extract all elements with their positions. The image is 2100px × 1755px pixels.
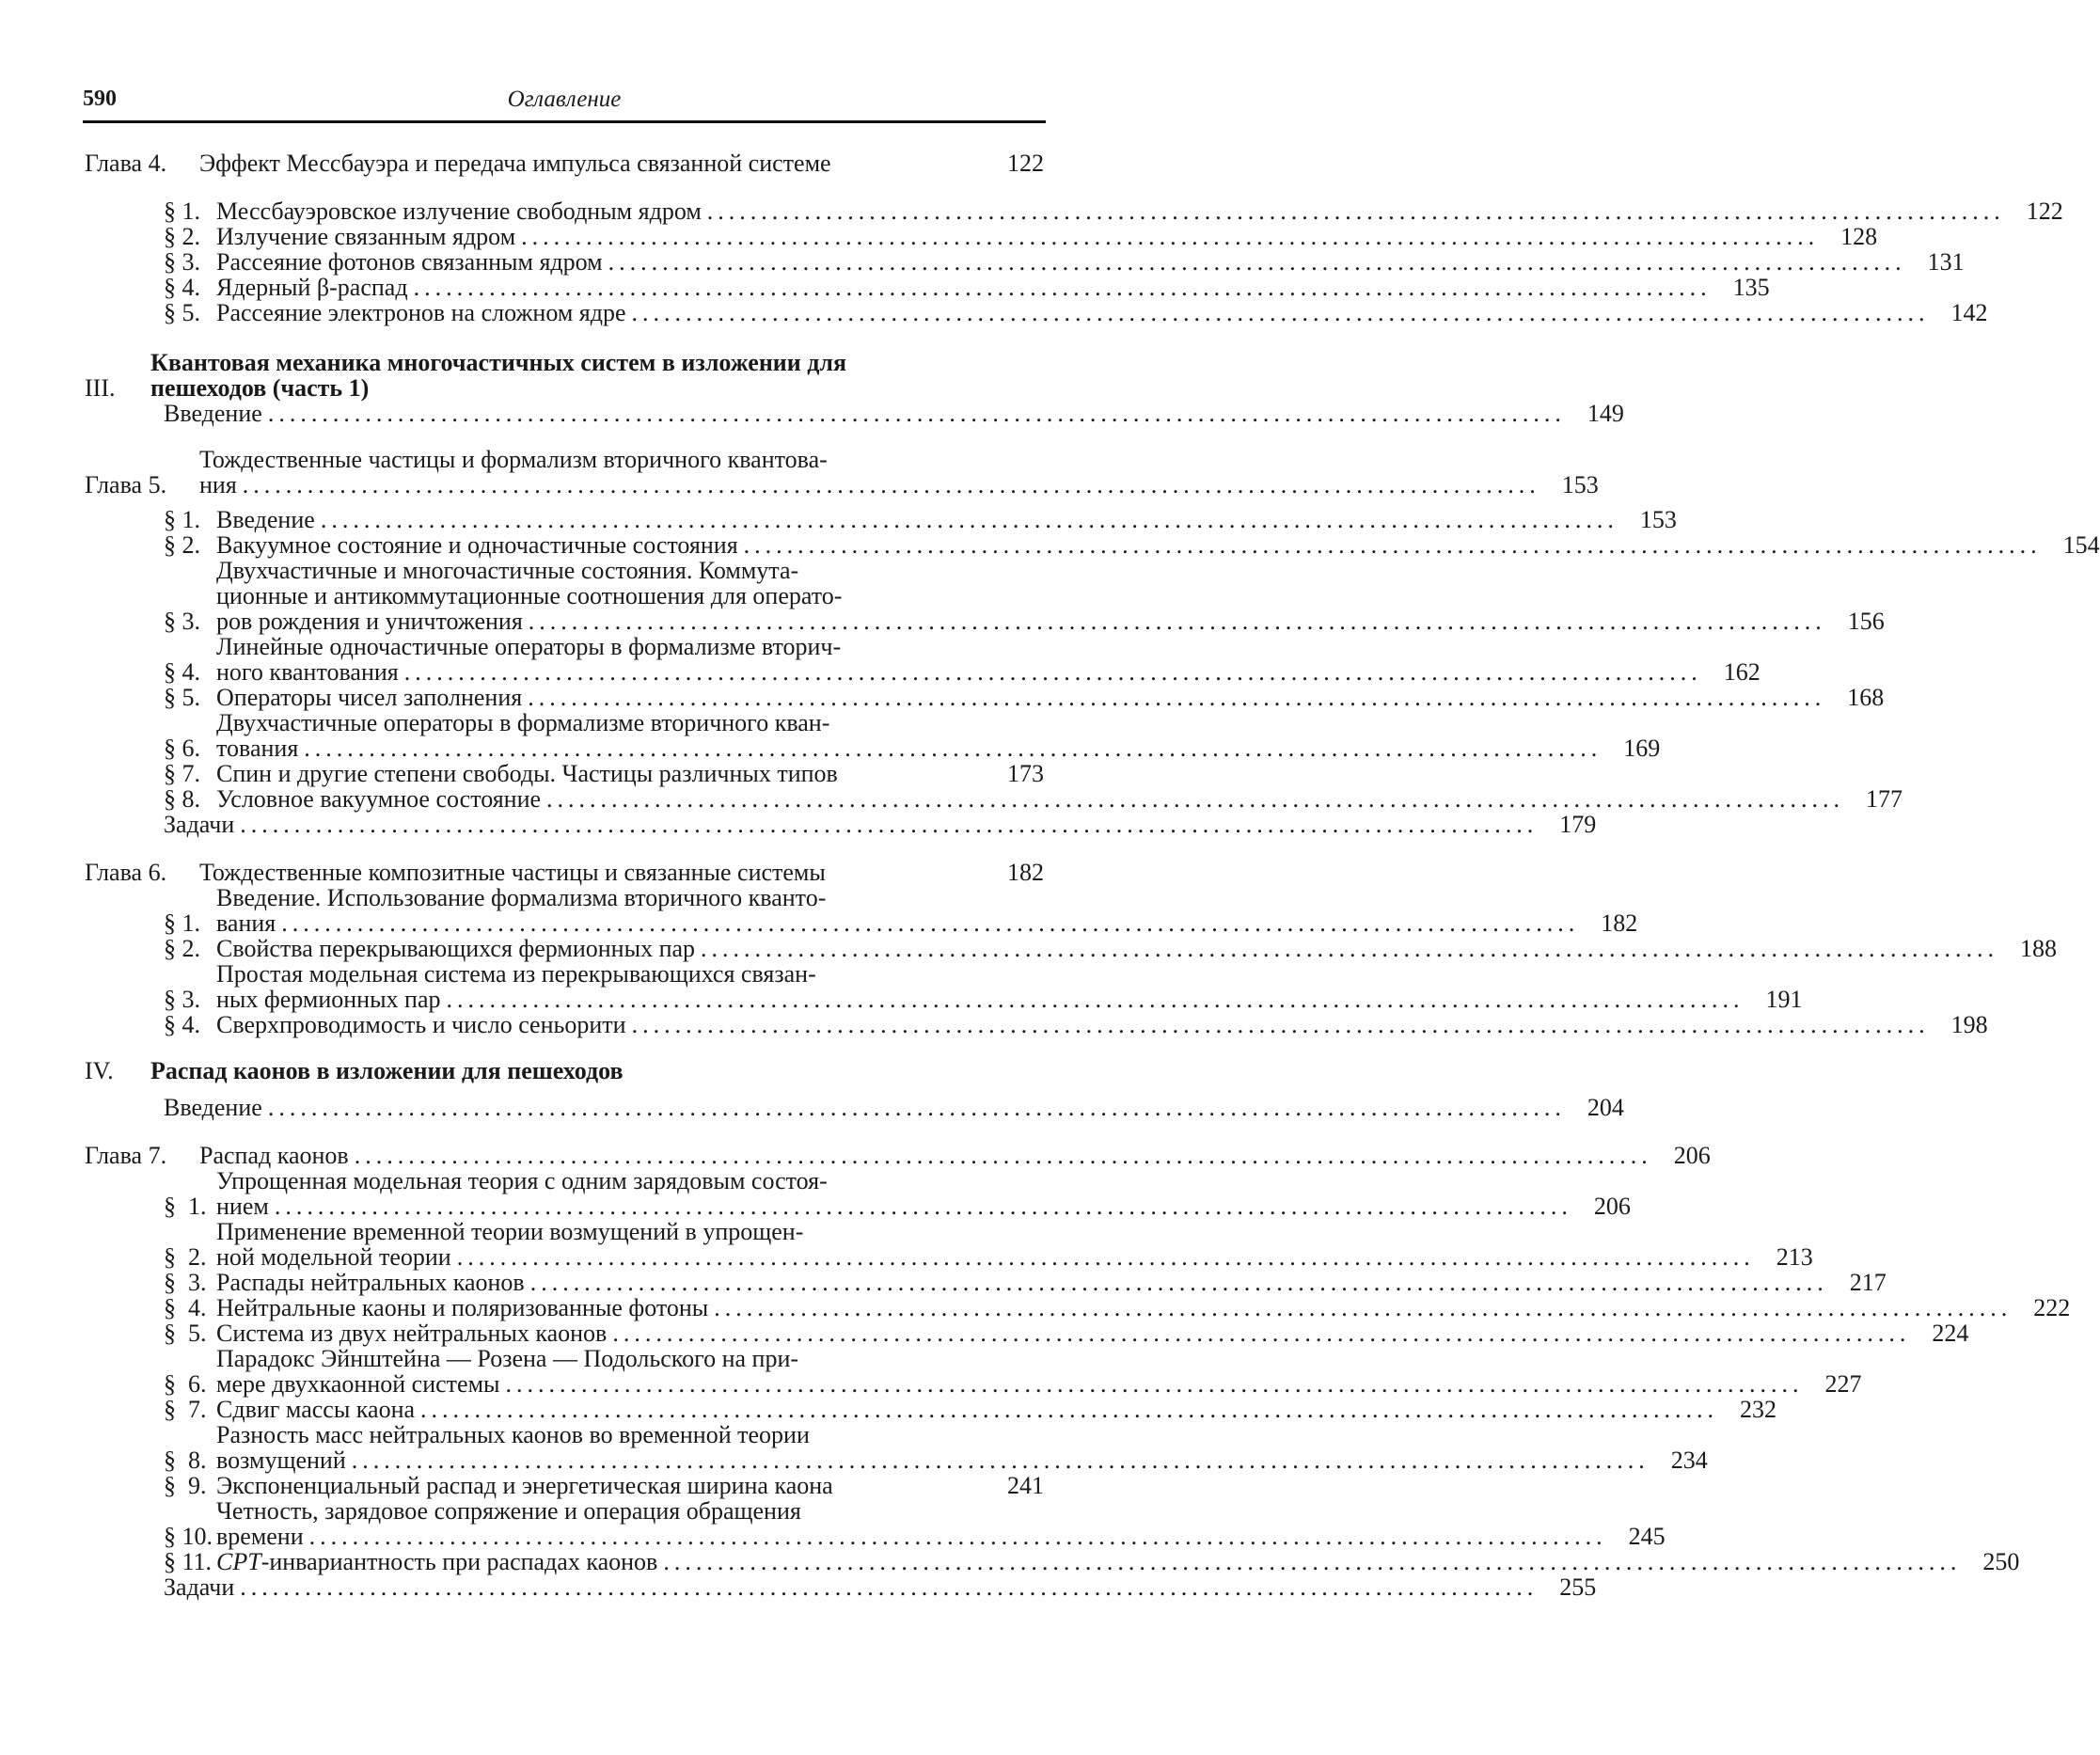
toc-entry-page: 198 — [1950, 1011, 1988, 1038]
toc-entry — [85, 1320, 1969, 1347]
toc-entry-page: 206 — [1593, 1193, 1631, 1220]
toc-entry-label: § 2. — [164, 531, 200, 559]
toc-entry-text: ния — [199, 471, 237, 498]
toc-entry — [85, 684, 1885, 711]
toc-entry-label: IV. — [85, 1057, 114, 1084]
toc-entry-page: 255 — [1559, 1573, 1597, 1601]
toc-entry — [85, 960, 1803, 1013]
toc-entry-text: нием — [216, 1193, 269, 1220]
toc-entry-text: Спин и другие степени свободы. Частицы различных типов — [216, 760, 838, 787]
dot-leader: ........................................................................................................................ — [304, 735, 1603, 762]
toc-entry — [85, 1167, 1631, 1220]
toc-entry-label: Глава 5. — [85, 471, 167, 498]
toc-entry-label: § 2. — [164, 223, 200, 250]
toc-entry — [85, 633, 1761, 686]
toc-entry-text: Рассеяние электронов на сложном ядре — [216, 299, 626, 326]
toc-entry-text: Сдвиг массы каона — [216, 1396, 416, 1423]
toc-entry-label: § 5. — [164, 1320, 207, 1347]
toc-entry-text: Введение — [164, 1094, 262, 1121]
toc-entry-label: § 8. — [164, 785, 200, 813]
toc-entry-text: вания — [216, 909, 276, 937]
toc-entry-page: 182 — [1007, 859, 1044, 886]
toc-entry-text: Применение временной теории возмущений в упрощен- — [216, 1218, 804, 1245]
toc-entry-text: Вакуумное состояние и одночастичные состояния — [216, 531, 738, 559]
toc-entry-text: Разность масс нейтральных каонов во временной теории — [216, 1421, 810, 1448]
toc-entry-text: пешеходов (часть 1) — [150, 374, 370, 402]
toc-entry-text: Двухчастичные и многочастичные состояния. Коммута- — [216, 557, 799, 584]
toc-entry-text: Излучение связанным ядром — [216, 223, 516, 250]
toc-entry — [85, 400, 1624, 427]
dot-leader: ........................................................................................................................ — [403, 658, 1702, 686]
dot-leader: ........................................................................................................................ — [714, 1294, 2013, 1321]
toc-entry-page: 206 — [1673, 1142, 1711, 1169]
toc-entry — [85, 150, 1044, 176]
dot-leader: ........................................................................................................................ — [631, 1011, 1930, 1038]
toc-entry-text: Эффект Мессбауэра и передача импульса связанной системе — [199, 150, 831, 177]
toc-entry-page: 179 — [1559, 811, 1597, 838]
dot-leader: ........................................................................................................................ — [267, 400, 1566, 427]
toc-entry-label: § 1. — [164, 506, 200, 533]
dot-leader: ........................................................................................................................ — [743, 531, 2042, 559]
toc-entry — [85, 223, 1878, 250]
toc-entry — [85, 1142, 1711, 1169]
dot-leader: ........................................................................................................................ — [701, 935, 1999, 962]
toc-entry-text: тования — [216, 735, 299, 762]
toc-entry — [85, 557, 1885, 635]
toc-entry-page: 232 — [1740, 1396, 1777, 1423]
toc-entry-text: Распад каонов в изложении для пешеходов — [150, 1057, 624, 1084]
toc-entry-label: Глава 7. — [85, 1142, 167, 1169]
toc-entry-page: 224 — [1932, 1320, 1969, 1347]
toc-entry-label: § 6. — [164, 735, 200, 762]
toc-entry-page: 188 — [2020, 935, 2058, 962]
toc-entry-page: 245 — [1628, 1523, 1666, 1550]
toc-entry-text: Тождественные композитные частицы и связанные системы — [199, 859, 826, 886]
toc-entry-text: Система из двух нейтральных каонов — [216, 1320, 608, 1347]
toc-entry-page: 191 — [1765, 986, 1803, 1013]
toc-entry-page: 182 — [1601, 909, 1638, 937]
toc-entry-label: § 3. — [164, 986, 200, 1013]
toc-entry — [85, 1473, 1044, 1498]
toc-entry-page: 177 — [1866, 785, 1903, 813]
toc-entry-text: ционные и антикоммутационные соотношения для операто- — [216, 582, 843, 609]
toc-entry-label: § 6. — [164, 1370, 207, 1398]
toc-entry-text: Линейные одночастичные операторы в формализме вторич- — [216, 633, 842, 660]
toc-entry-text: Квантовая механика многочастичных систем в изложении для — [150, 349, 847, 376]
toc-entry-label: III. — [85, 374, 116, 402]
toc-entry-page: 234 — [1670, 1447, 1708, 1474]
toc-entry-text: Нейтральные каоны и поляризованные фотоны — [216, 1294, 709, 1321]
toc-entry — [85, 248, 1965, 276]
toc-entry-text: Введение — [164, 400, 262, 427]
dot-leader: ........................................................................................................................ — [521, 223, 1820, 250]
toc-entry-label: § 7. — [164, 760, 200, 787]
toc-entry-page: 173 — [1007, 760, 1044, 787]
toc-entry-text: Распады нейтральных каонов — [216, 1269, 525, 1296]
toc-entry — [85, 1294, 2071, 1321]
dot-leader: ........................................................................................................................ — [631, 299, 1930, 326]
toc-entry-text: времени — [216, 1523, 304, 1550]
dot-leader: ........................................................................................................................ — [529, 1269, 1828, 1296]
dot-leader: ........................................................................................................................ — [240, 811, 1539, 838]
toc-entry — [85, 350, 1044, 401]
dot-leader: ........................................................................................................................ — [528, 608, 1826, 635]
toc-entry-label: § 3. — [164, 608, 200, 635]
toc-entry-page: 204 — [1587, 1094, 1624, 1121]
toc-entry-page: 153 — [1639, 506, 1677, 533]
toc-entry-label: § 1. — [164, 1193, 207, 1220]
toc-entry-text: ного квантования — [216, 658, 399, 686]
toc-entry — [85, 1497, 1666, 1550]
toc-entry — [85, 1345, 1862, 1398]
dot-leader: ........................................................................................................................ — [351, 1447, 1650, 1474]
toc-entry-page: 250 — [1982, 1548, 2020, 1575]
toc-entry-label: § 8. — [164, 1447, 207, 1474]
toc-entry-text: ных фермионных пар — [216, 986, 441, 1013]
toc-entry — [85, 198, 2063, 225]
dot-leader: ........................................................................................................................ — [242, 471, 1540, 498]
toc-entry-text: возмущений — [216, 1447, 346, 1474]
toc-entry-text: ров рождения и уничтожения — [216, 608, 523, 635]
dot-leader: ........................................................................................................................ — [320, 506, 1618, 533]
toc-entry-text: Свойства перекрывающихся фермионных пар — [216, 935, 696, 962]
toc-entry-text: ной модельной теории — [216, 1243, 451, 1271]
toc-entry-label: § 5. — [164, 299, 200, 326]
toc-entry-page: 156 — [1847, 608, 1885, 635]
toc-entry-label: § 11. — [164, 1548, 213, 1575]
toc-entry — [85, 785, 1903, 813]
toc-entry-text: Распад каонов — [199, 1142, 349, 1169]
toc-entry-label: § 4. — [164, 1294, 207, 1321]
toc-entry — [85, 884, 1638, 937]
toc-entry-text: Рассеяние фотонов связанным ядром — [216, 248, 603, 276]
toc-entry — [85, 1421, 1708, 1474]
toc-entry-text: Введение — [216, 506, 315, 533]
dot-leader: ........................................................................................................................ — [608, 248, 1906, 276]
toc-entry — [85, 1218, 1813, 1271]
toc-entry-text: мере двухкаонной системы — [216, 1370, 500, 1398]
dot-leader: ........................................................................................................................ — [240, 1573, 1539, 1601]
toc-entry — [85, 709, 1661, 762]
toc-entry-text: Условное вакуумное состояние — [216, 785, 542, 813]
dot-leader: ........................................................................................................................ — [456, 1243, 1755, 1271]
toc-entry-label: § 4. — [164, 658, 200, 686]
table-of-contents — [85, 150, 2100, 1601]
toc-entry-page: 135 — [1732, 274, 1770, 301]
toc-entry-label: § 9. — [164, 1472, 207, 1499]
dot-leader: ........................................................................................................................ — [612, 1320, 1911, 1347]
toc-entry-text: Операторы чисел заполнения — [216, 684, 523, 711]
toc-entry-text: Упрощенная модельная теория с одним зарядовым состоя- — [216, 1167, 828, 1194]
toc-entry — [85, 1396, 1777, 1423]
dot-leader: ........................................................................................................................ — [281, 909, 1580, 937]
toc-entry-label: § 2. — [164, 935, 200, 962]
dot-leader: ........................................................................................................................ — [446, 986, 1745, 1013]
toc-entry-text: Сверхпроводимость и число сеньорити — [216, 1011, 626, 1038]
toc-entry-text: Задачи — [164, 811, 235, 838]
toc-entry-page: 169 — [1623, 735, 1661, 762]
header-rule — [83, 120, 1046, 123]
dot-leader: ........................................................................................................................ — [546, 785, 1845, 813]
toc-entry-label: § 4. — [164, 1011, 200, 1038]
toc-entry — [85, 1269, 1887, 1296]
toc-entry-label: Глава 4. — [85, 150, 167, 177]
dot-leader: ........................................................................................................................ — [274, 1193, 1572, 1220]
toc-entry-page: 128 — [1840, 223, 1878, 250]
dot-leader: ........................................................................................................................ — [267, 1094, 1566, 1121]
toc-entry-page: 131 — [1927, 248, 1965, 276]
dot-leader: ........................................................................................................................ — [308, 1523, 1607, 1550]
dot-leader: ........................................................................................................................ — [663, 1548, 1962, 1575]
running-title: Оглавление — [507, 87, 622, 112]
toc-entry — [85, 531, 2100, 559]
toc-entry-page: 122 — [2026, 198, 2063, 225]
toc-entry-label: § 3. — [164, 248, 200, 276]
toc-entry-page: 213 — [1776, 1243, 1813, 1271]
toc-entry-page: 217 — [1849, 1269, 1887, 1296]
toc-entry-label: § 7. — [164, 1396, 207, 1423]
page-number: 590 — [83, 87, 117, 111]
toc-entry — [85, 1573, 1597, 1601]
toc-entry-label: § 3. — [164, 1269, 207, 1296]
toc-entry — [85, 1548, 2020, 1575]
dot-leader: ........................................................................................................................ — [706, 198, 2005, 225]
toc-entry-page: 222 — [2033, 1294, 2071, 1321]
toc-entry-label: § 1. — [164, 909, 200, 937]
toc-entry — [85, 506, 1677, 533]
toc-entry — [85, 1011, 1988, 1038]
toc-entry-text: Экспоненциальный распад и энергетическая ширина каона — [216, 1472, 833, 1499]
toc-entry-page: 142 — [1950, 299, 1988, 326]
toc-entry-page: 153 — [1561, 471, 1599, 498]
dot-leader: ........................................................................................................................ — [420, 1396, 1719, 1423]
toc-entry-text: CPT-инвариантность при распадах каонов — [216, 1548, 658, 1575]
toc-entry-label: § 5. — [164, 684, 200, 711]
toc-entry — [85, 935, 2058, 962]
dot-leader: ........................................................................................................................ — [413, 274, 1712, 301]
dot-leader: ........................................................................................................................ — [354, 1142, 1652, 1169]
toc-entry-label: § 10. — [164, 1523, 213, 1550]
toc-entry-page: 227 — [1824, 1370, 1862, 1398]
toc-entry — [85, 860, 1044, 885]
toc-entry — [85, 761, 1044, 786]
toc-entry-page: 241 — [1007, 1472, 1044, 1499]
toc-entry-text: Простая модельная система из перекрывающихся связан- — [216, 960, 816, 988]
toc-entry — [85, 446, 1599, 498]
toc-entry-label: § 1. — [164, 198, 200, 225]
toc-entry — [85, 299, 1988, 326]
toc-entry-text: Задачи — [164, 1573, 235, 1601]
toc-entry-label: Глава 6. — [85, 859, 167, 886]
toc-entry-text: Парадокс Эйнштейна — Розена — Подольского на при- — [216, 1345, 799, 1372]
toc-entry-page: 122 — [1007, 150, 1044, 177]
toc-entry-text: Ядерный β-распад — [216, 274, 408, 301]
toc-entry-page: 162 — [1723, 658, 1761, 686]
toc-entry-label: § 2. — [164, 1243, 207, 1271]
toc-entry-page: 168 — [1847, 684, 1885, 711]
toc-entry-text: Тождественные частицы и формализм вторичного квантова- — [199, 446, 828, 473]
toc-entry — [85, 1058, 1044, 1083]
toc-entry-page: 154 — [2062, 531, 2100, 559]
toc-entry-text: Четность, зарядовое сопряжение и операция обращения — [216, 1497, 801, 1525]
dot-leader: ........................................................................................................................ — [528, 684, 1826, 711]
toc-entry — [85, 274, 1770, 301]
toc-entry-text: Мессбауэровское излучение свободным ядром — [216, 198, 702, 225]
dot-leader: ........................................................................................................................ — [505, 1370, 1804, 1398]
toc-entry-text: Двухчастичные операторы в формализме вторичного кван- — [216, 709, 830, 736]
toc-entry-page: 149 — [1587, 400, 1624, 427]
toc-entry — [85, 1094, 1624, 1121]
toc-entry — [85, 811, 1597, 838]
toc-entry-text: Введение. Использование формализма вторичного кванто- — [216, 884, 827, 911]
toc-entry-label: § 4. — [164, 274, 200, 301]
